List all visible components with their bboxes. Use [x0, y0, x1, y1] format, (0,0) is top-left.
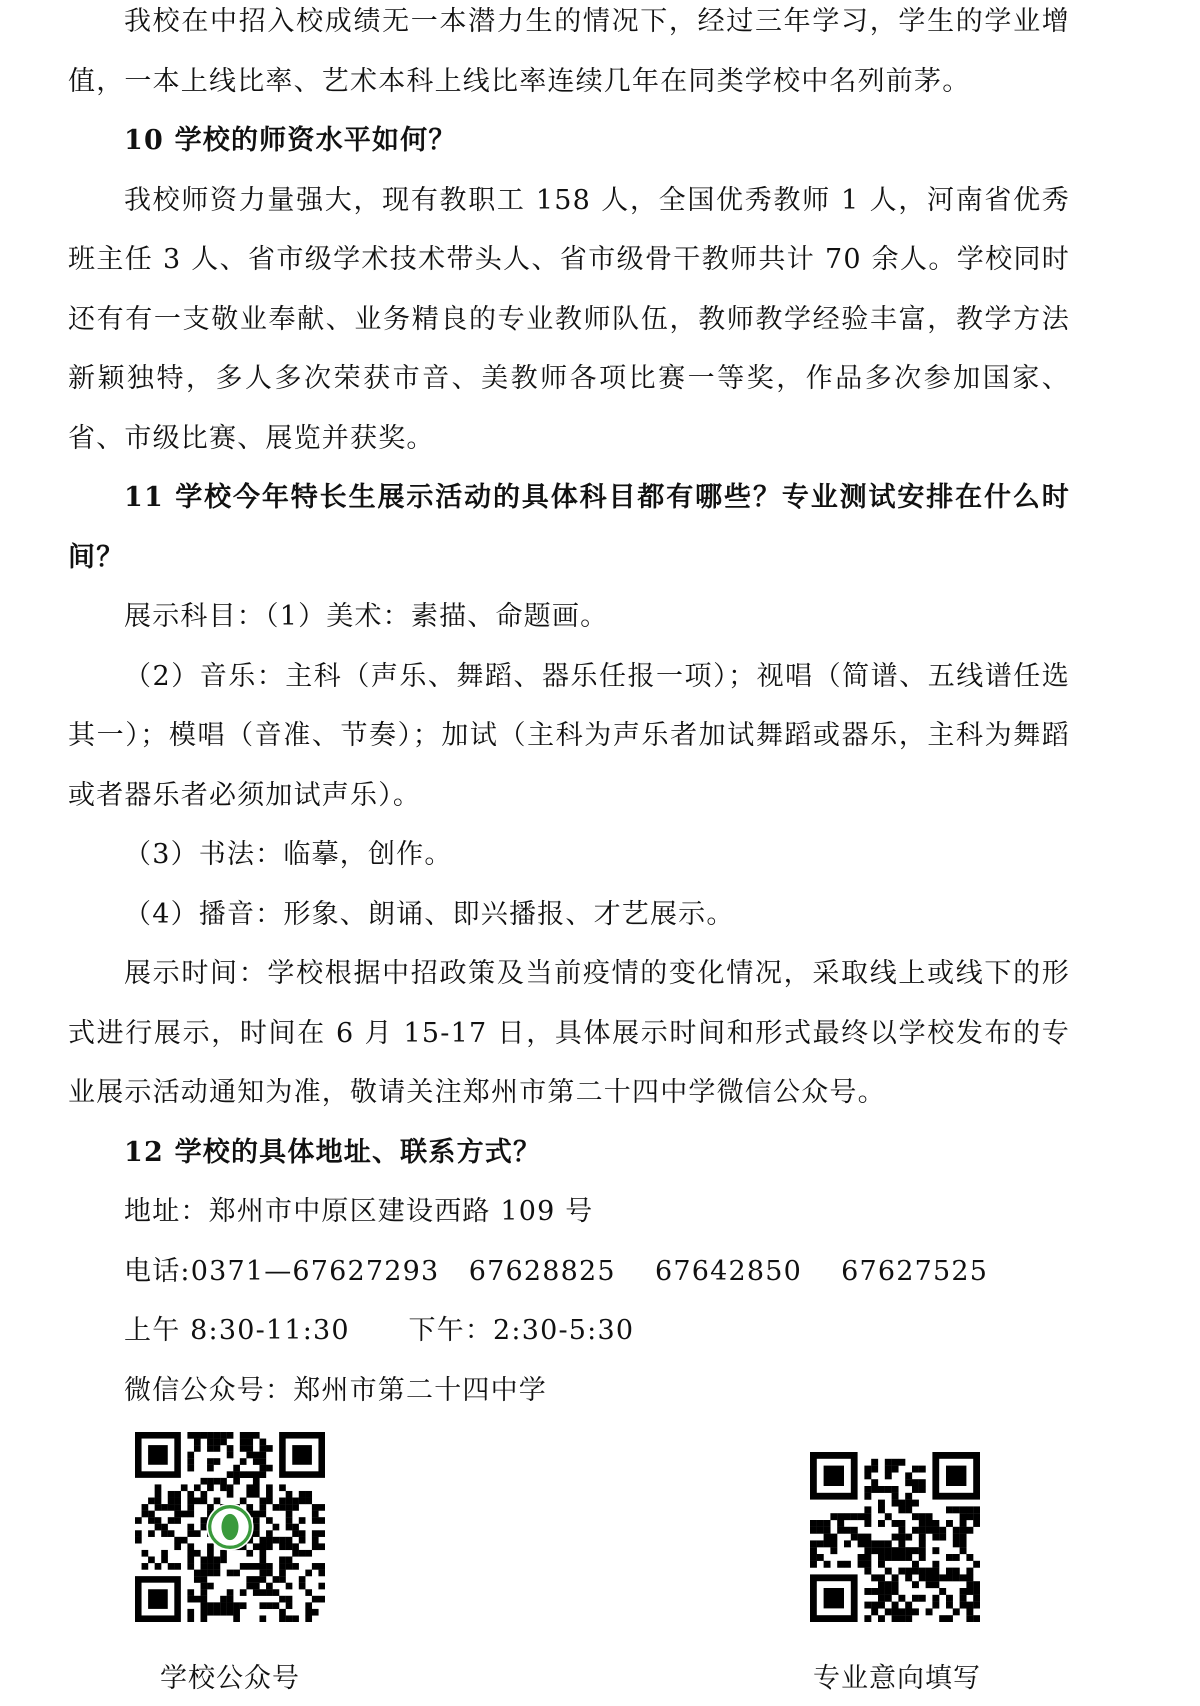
showcase-time: 展示时间：学校根据中招政策及当前疫情的变化情况，采取线上或线下的形式进行展示，时间在 6 月 15-17 日，具体展示时间和形式最终以学校发布的专业展示活动通知为准，敬请关注郑州市第二十四中学微信公众号。 [68, 958, 1070, 1108]
paragraph-intro: 我校在中招入校成绩无一本潜力生的情况下，经过三年学习，学生的学业增值，一本上线比率、艺术本科上线比率连续几年在同类学校中名列前茅。 [68, 6, 1070, 97]
address-line: 地址：郑州市中原区建设西路 109 号 [124, 1196, 594, 1227]
intent-form-qr-code[interactable] [810, 1452, 980, 1622]
question-10: 10 学校的师资水平如何？ [124, 125, 457, 156]
wechat-line: 微信公众号：郑州市第二十四中学 [124, 1374, 547, 1406]
hours-line: 上午 8:30-11:30 下午：2:30-5:30 [124, 1315, 635, 1346]
subjects-music: （2）音乐：主科（声乐、舞蹈、器乐任报一项）；视唱（简谱、五线谱任选其一）；模唱（音准、节奏）；加试（主科为声乐者加试舞蹈或器乐，主科为舞蹈或者器乐者必须加试声乐）。 [68, 660, 1070, 811]
answer-10: 我校师资力量强大，现有教职工 158 人，全国优秀教师 1 人，河南省优秀班主任 3 人、省市级学术技术带头人、省市级骨干教师共计 70 余人。学校同时还有有一支敬业奉献、业务精良的专业教师队伍，教师教学经验丰富，教学方法新颖独特，多人多次荣获市音、美教师各项比赛一等奖，作品多次参加国家、省、市级比赛、展览并获奖。 [68, 184, 1070, 454]
qr-code-icon [810, 1452, 980, 1622]
intent-qr-caption: 专业意向填写 [813, 1663, 981, 1694]
subjects-art: 展示科目：（1）美术：素描、命题画。 [124, 601, 609, 632]
school-qr-code[interactable] [135, 1432, 325, 1622]
question-12: 12 学校的具体地址、联系方式？ [124, 1136, 542, 1168]
qr-code-icon [135, 1432, 325, 1622]
subjects-calligraphy: （3）书法：临摹，创作。 [124, 839, 453, 870]
school-qr-caption: 学校公众号 [160, 1663, 300, 1694]
subjects-broadcast: （4）播音：形象、朗诵、即兴播报、才艺展示。 [124, 898, 735, 930]
question-11: 11 学校今年特长生展示活动的具体科目都有哪些？专业测试安排在什么时间？ [68, 482, 1070, 573]
phone-line: 电话:0371—67627293 67628825 67642850 67627525 [124, 1255, 989, 1287]
